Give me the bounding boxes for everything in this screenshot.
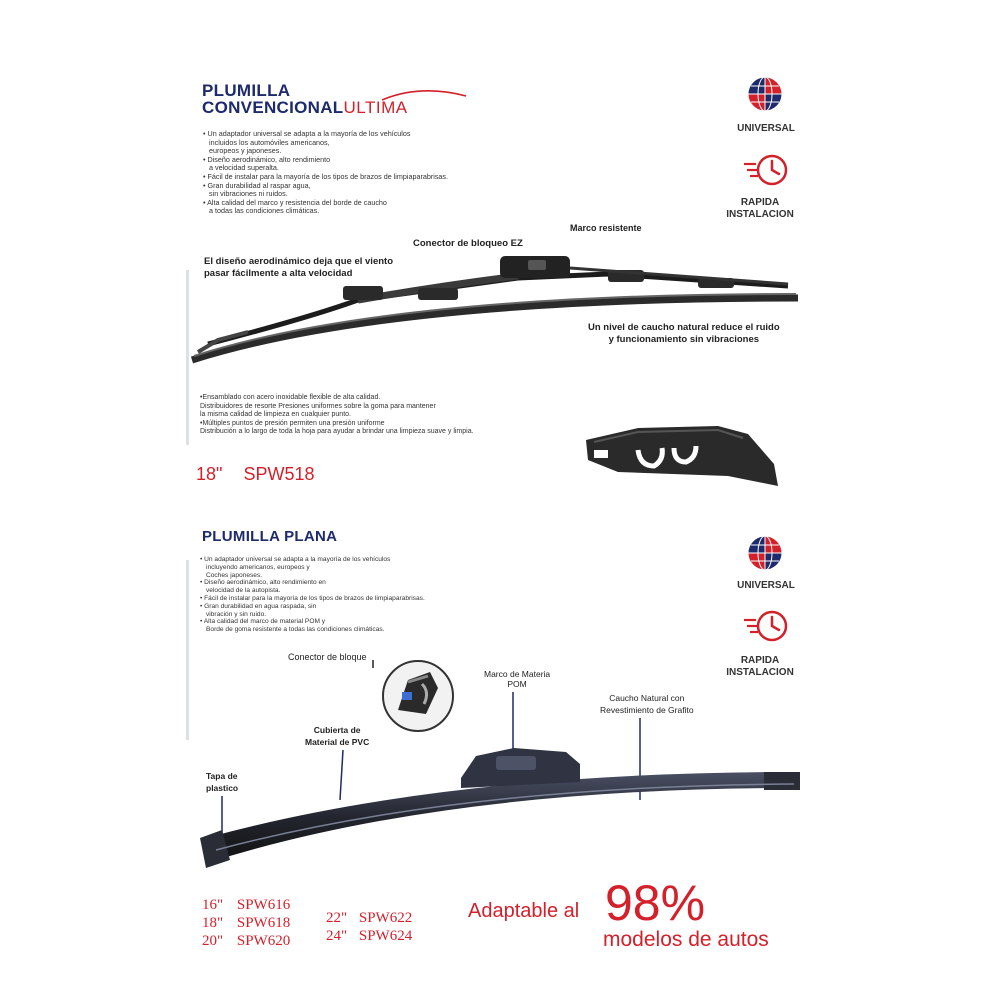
construction-item: Distribución a lo largo de toda la hoja para ayudar a brindar una limpieza suave y limpia. bbox=[200, 428, 474, 436]
feature-item: a velocidad superalta. bbox=[209, 163, 279, 173]
model-code: SPW618 bbox=[236, 915, 291, 931]
model-code: SPW620 bbox=[236, 933, 291, 949]
fast-install-label-line1: RAPIDA bbox=[740, 655, 780, 666]
feature-item: • Alta calidad del marco de material POM y bbox=[200, 618, 326, 626]
callout-aero-line1: El diseño aerodinámico deja que el viento bbox=[204, 256, 393, 267]
model-size: 20" bbox=[202, 933, 224, 949]
construction-item: •Múltiples puntos de presión permiten una presión uniforme bbox=[200, 419, 385, 427]
feature-item: Coches japoneses. bbox=[206, 571, 263, 579]
callout-frame-line2: POM bbox=[507, 679, 527, 689]
adaptable-suffix: modelos de autos bbox=[603, 928, 769, 951]
brand-ultima: ULTIMA bbox=[343, 98, 408, 117]
callout-connector-plana: Conector de bloque bbox=[288, 652, 367, 662]
model-size: 18" bbox=[202, 915, 224, 931]
feature-item: velocidad de la autopista. bbox=[206, 587, 281, 595]
feature-item: • Diseño aerodinámico, alto rendimiento en bbox=[200, 579, 326, 587]
model-size: 22" bbox=[326, 910, 348, 926]
construction-item: la misma calidad de limpieza en cualquier punto. bbox=[200, 411, 351, 419]
models-left bbox=[202, 896, 290, 950]
title-line-1: PLUMILLA bbox=[202, 81, 291, 100]
callout-rubber-line2: Revestimiento de Grafito bbox=[600, 705, 694, 715]
section-title-plana: PLUMILLA PLANA bbox=[202, 528, 338, 545]
callout-frame-line1: Marco de Materia bbox=[484, 669, 551, 679]
model-row bbox=[326, 909, 412, 927]
model-row bbox=[326, 927, 412, 945]
model-row bbox=[202, 896, 290, 914]
feature-item: • Alta calidad del marco y resistencia del borde de caucho bbox=[203, 197, 387, 207]
model-code: SPW624 bbox=[358, 928, 413, 944]
callout-cover-line1: Cubierta de bbox=[313, 725, 361, 735]
title-convencional: CONVENCIONAL bbox=[202, 98, 344, 117]
model-code: SPW616 bbox=[236, 897, 291, 913]
adaptable-percent: 98% bbox=[605, 875, 706, 931]
callout-rubber-line2: y funcionamiento sin vibraciones bbox=[608, 334, 760, 345]
fast-install-label-line1: RAPIDA bbox=[740, 197, 780, 208]
feature-item: • Gran durabilidad en agua raspada, sin bbox=[200, 602, 317, 610]
adaptable-prefix: Adaptable al bbox=[468, 900, 580, 922]
universal-label: UNIVERSAL bbox=[737, 123, 795, 134]
model-size: 18" bbox=[196, 464, 223, 484]
feature-item: • Diseño aerodinámico, alto rendimiento bbox=[203, 154, 331, 164]
construction-item: Distribuidores de resorte Presiones uniformes sobre la goma para mantener bbox=[200, 402, 436, 410]
fast-install-label-line2: INSTALACION bbox=[726, 209, 794, 220]
model-size: 24" bbox=[326, 928, 348, 944]
feature-item: incluidos los automóviles americanos, bbox=[209, 137, 330, 147]
callout-rubber-line1: Un nivel de caucho natural reduce el ruido bbox=[588, 322, 780, 333]
model-row bbox=[202, 914, 290, 932]
callout-cap-line1: Tapa de bbox=[206, 771, 238, 781]
feature-item: a todas las condiciones climáticas. bbox=[209, 206, 320, 216]
callout-rubber-line1: Caucho Natural con bbox=[609, 693, 685, 703]
feature-item: • Fácil de instalar para la mayoría de los tipos de brazos de limpiaparabrisas. bbox=[200, 594, 425, 602]
construction-item: •Ensamblado con acero inoxidable flexible de alta calidad. bbox=[200, 394, 381, 401]
universal-label: UNIVERSAL bbox=[737, 580, 795, 591]
flat-wiper-image bbox=[196, 742, 802, 872]
model-size: 16" bbox=[202, 897, 224, 913]
feature-item: europeos y japoneses. bbox=[209, 146, 282, 156]
callout-frame: Marco resistente bbox=[570, 223, 642, 233]
callout-cover-line2: Material de PVC bbox=[305, 737, 370, 747]
feature-item: • Gran durabilidad al raspar agua, bbox=[203, 180, 311, 190]
feature-item: incluyendo americanos, europeos y bbox=[206, 563, 310, 571]
callout-connector: Conector de bloqueo EZ bbox=[413, 238, 523, 249]
model-code: SPW622 bbox=[358, 910, 413, 926]
feature-item: • Un adaptador universal se adapta a la mayoría de los vehículos bbox=[200, 556, 391, 563]
feature-item: • Un adaptador universal se adapta a la mayoría de los vehículos bbox=[203, 129, 411, 138]
callout-aero-line2: pasar fácilmente a alta velocidad bbox=[204, 268, 353, 279]
fast-install-label-line2: INSTALACION bbox=[726, 667, 794, 678]
feature-item: vibración y sin ruido. bbox=[206, 610, 267, 618]
feature-item: • Fácil de instalar para la mayoría de los tipos de brazos de limpiaparabrisas. bbox=[203, 171, 449, 181]
feature-item: Borde de goma resistente a todas las condiciones climáticas. bbox=[206, 626, 385, 634]
callout-cap-line2: plastico bbox=[206, 783, 239, 793]
model-row bbox=[202, 932, 290, 950]
model-code: SPW518 bbox=[243, 464, 315, 484]
models-right bbox=[326, 909, 412, 945]
feature-item: sin vibraciones ni ruidos. bbox=[209, 189, 288, 199]
